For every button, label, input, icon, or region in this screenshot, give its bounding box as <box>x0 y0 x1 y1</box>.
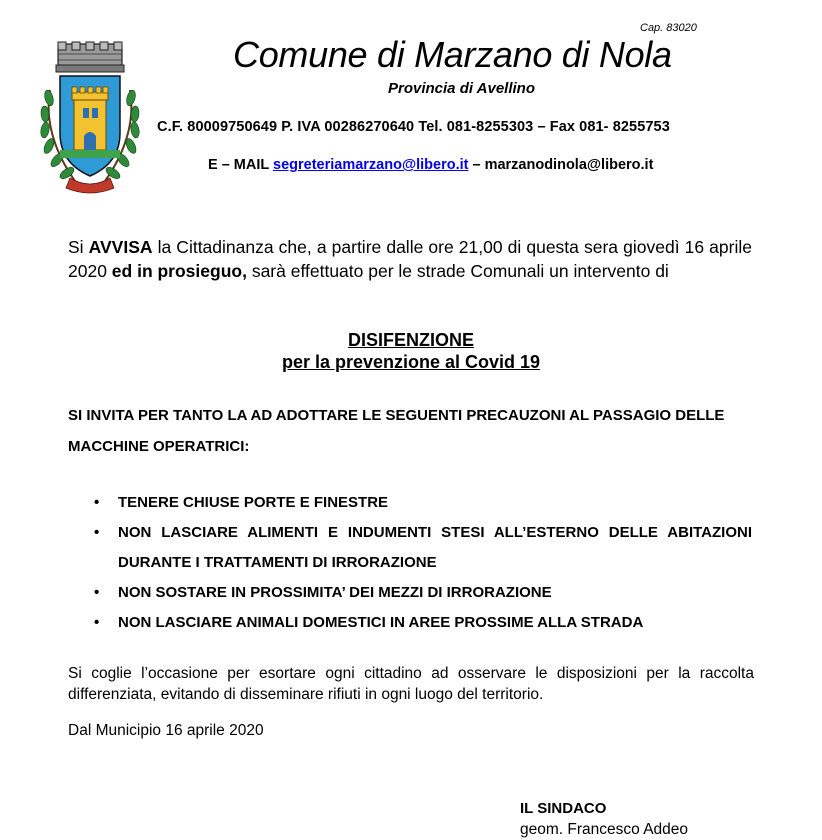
municipality-title: Comune di Marzano di Nola <box>233 34 672 75</box>
signature-title: IL SINDACO <box>520 800 607 817</box>
list-item: • NON SOSTARE IN PROSSIMITA’ DEI MEZZI DI IRRORAZIONE <box>94 578 752 608</box>
section-heading <box>70 329 752 373</box>
postal-code: Cap. 83020 <box>640 22 697 34</box>
municipal-coat-of-arms <box>40 38 140 200</box>
notice-emphasis-prosieguo: ed in prosieguo, <box>111 261 247 281</box>
signature-name: geom. Francesco Addeo <box>520 821 689 838</box>
notice-text: Si <box>68 237 89 257</box>
notice-paragraph <box>68 235 752 283</box>
list-item: • TENERE CHIUSE PORTE E FINESTRE <box>94 488 752 518</box>
email-label: E – MAIL <box>208 157 273 173</box>
crown-icon <box>56 42 124 72</box>
notice-text: la Cittadinanza che, a partire dalle ore 21,00 di questa sera giovedì 16 aprile 2020 <box>68 237 752 281</box>
province-subtitle: Provincia di Avellino <box>388 80 535 97</box>
date-line: Dal Municipio 16 aprile 2020 <box>68 722 264 739</box>
notice-text: sarà effettuato per le strade Comunali un intervento di <box>246 261 669 281</box>
fiscal-contact-line: C.F. 80009750649 P. IVA 00286270640 Tel. 081-8255303 – Fax 081- 8255753 <box>157 119 670 135</box>
email-link[interactable]: segreteriamarzano@libero.it <box>273 157 469 173</box>
ribbon-icon <box>66 178 114 193</box>
heading-line-1: DISIFENZIONE <box>347 330 474 350</box>
notice-emphasis-avvisa: AVVISA <box>88 237 153 257</box>
email-line <box>208 157 653 173</box>
heading-line-2: per la prevenzione al Covid 19 <box>281 352 541 372</box>
list-item: • NON LASCIARE ALIMENTI E INDUMENTI STESI ALL’ESTERNO DELLE ABITAZIONI DURANTE I TRATTAMENTI DI IRRORAZIONE <box>94 518 752 578</box>
list-item: • NON LASCIARE ANIMALI DOMESTICI IN AREE PROSSIME ALLA STRADA <box>94 608 752 638</box>
precautions-list <box>94 488 752 638</box>
email-secondary: – marzanodinola@libero.it <box>468 157 654 173</box>
invite-paragraph: SI INVITA PER TANTO LA AD ADOTTARE LE SEGUENTI PRECAUZONI AL PASSAGIO DELLE MACCHINE OPERATRICI: <box>68 407 725 455</box>
shield-icon <box>60 76 120 176</box>
closing-paragraph: Si coglie l’occasione per esortare ogni cittadino ad osservare le disposizioni per la raccolta differenziata, evitando di disseminare rifiuti in ogni luogo del territorio. <box>68 665 754 703</box>
